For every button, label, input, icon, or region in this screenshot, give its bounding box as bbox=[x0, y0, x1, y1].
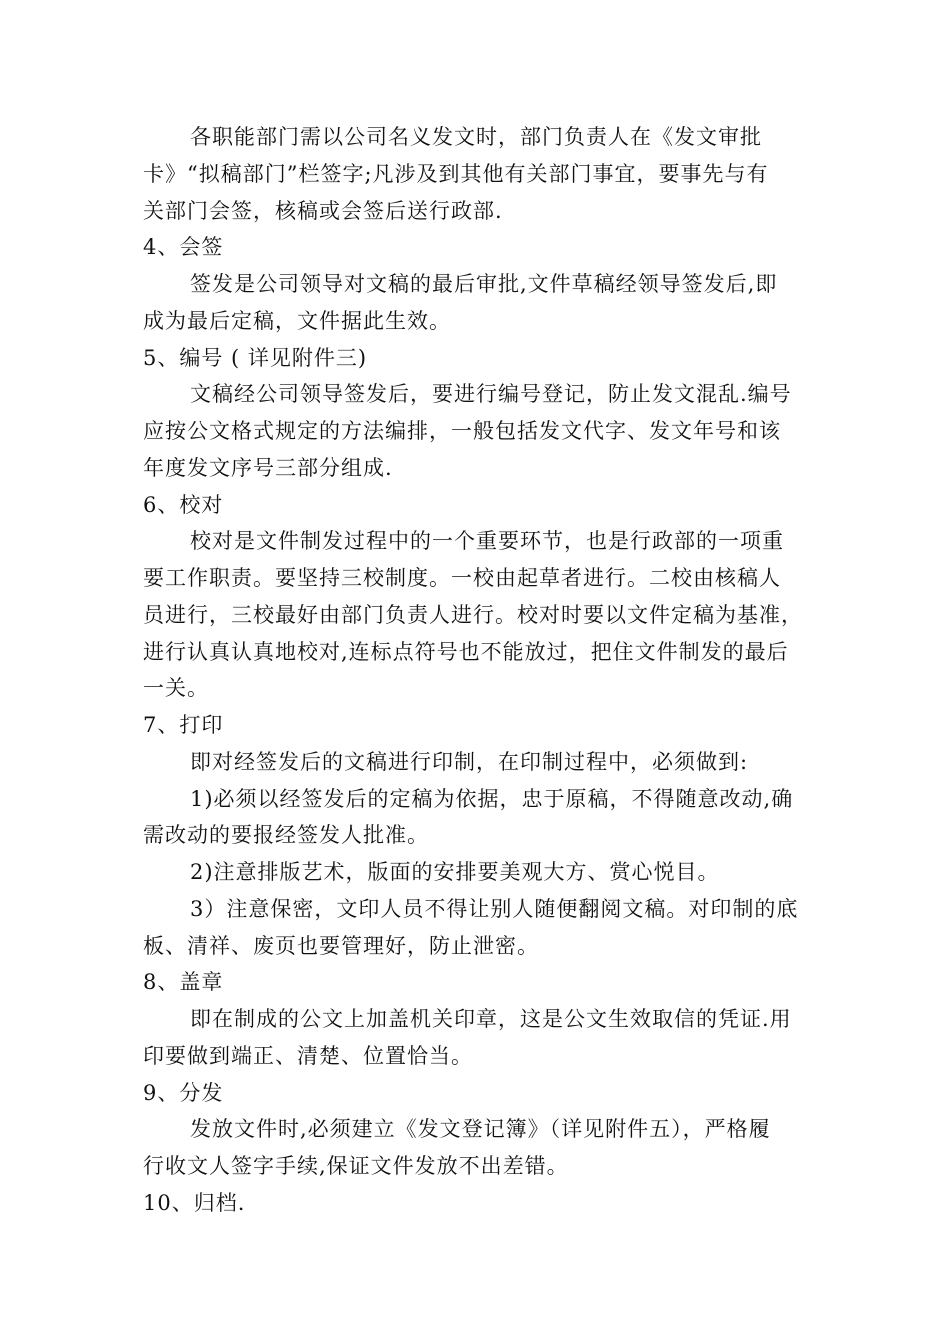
section-heading: 7、打印 bbox=[143, 713, 224, 737]
list-item-line: 1)必须以经签发后的定稿为依据，忠于原稿，不得随意改动,确 bbox=[190, 787, 794, 811]
paragraph-line: 校对是文件制发过程中的一个重要环节，也是行政部的一项重 bbox=[190, 529, 784, 553]
section-heading: 6、校对 bbox=[143, 493, 224, 517]
paragraph-line: 文稿经公司领导签发后，要进行编号登记，防止发文混乱.编号 bbox=[190, 382, 792, 406]
paragraph-line: 要工作职责。要坚持三校制度。一校由起草者进行。二校由核稿人 bbox=[143, 566, 781, 590]
paragraph-line: 进行认真认真地校对,连标点符号也不能放过，把住文件制发的最后 bbox=[143, 640, 789, 664]
paragraph-line: 关部门会签，核稿或会签后送行政部. bbox=[143, 199, 503, 223]
section-heading: 8、盖章 bbox=[143, 970, 224, 994]
section-heading: 5、编号 ( 详见附件三) bbox=[143, 346, 368, 370]
paragraph-line: 应按公文格式规定的方法编排，一般包括发文代字、发文年号和该 bbox=[143, 419, 781, 443]
paragraph-line: 卡》“拟稿部门”栏签字;凡涉及到其他有关部门事宜，要事先与有 bbox=[143, 162, 769, 186]
paragraph-line: 年度发文序号三部分组成. bbox=[143, 456, 393, 480]
section-heading: 10、归档. bbox=[143, 1191, 246, 1215]
list-item-line: 3）注意保密，文印人员不得让别人随便翻阅文稿。对印制的底 bbox=[190, 897, 799, 921]
paragraph-line: 员进行，三校最好由部门负责人进行。校对时要以文件定稿为基准， bbox=[143, 603, 803, 627]
paragraph-line: 各职能部门需以公司名义发文时，部门负责人在《发文审批 bbox=[190, 125, 762, 149]
list-item-line: 2)注意排版艺术，版面的安排要美观大方、赏心悦目。 bbox=[190, 860, 720, 884]
paragraph-line: 印要做到端正、清楚、位置恰当。 bbox=[143, 1044, 473, 1068]
paragraph-line: 成为最后定稿，文件据此生效。 bbox=[143, 309, 451, 333]
paragraph-line: 即对经签发后的文稿进行印制，在印制过程中，必须做到: bbox=[190, 750, 749, 774]
paragraph-line: 行收文人签字手续,保证文件发放不出差错。 bbox=[143, 1154, 569, 1178]
list-item-line: 板、清祥、废页也要管理好，防止泄密。 bbox=[143, 934, 539, 958]
paragraph-line: 签发是公司领导对文稿的最后审批,文件草稿经领导签发后,即 bbox=[190, 272, 778, 296]
paragraph-line: 一关。 bbox=[143, 676, 209, 700]
paragraph-line: 发放文件时,必须建立《发文登记簿》（详见附件五），严格履 bbox=[190, 1117, 771, 1141]
section-heading: 4、会签 bbox=[143, 235, 224, 259]
section-heading: 9、分发 bbox=[143, 1081, 224, 1105]
paragraph-line: 即在制成的公文上加盖机关印章，这是公文生效取信的凭证.用 bbox=[190, 1007, 792, 1031]
list-item-line: 需改动的要报经签发人批准。 bbox=[143, 823, 429, 847]
